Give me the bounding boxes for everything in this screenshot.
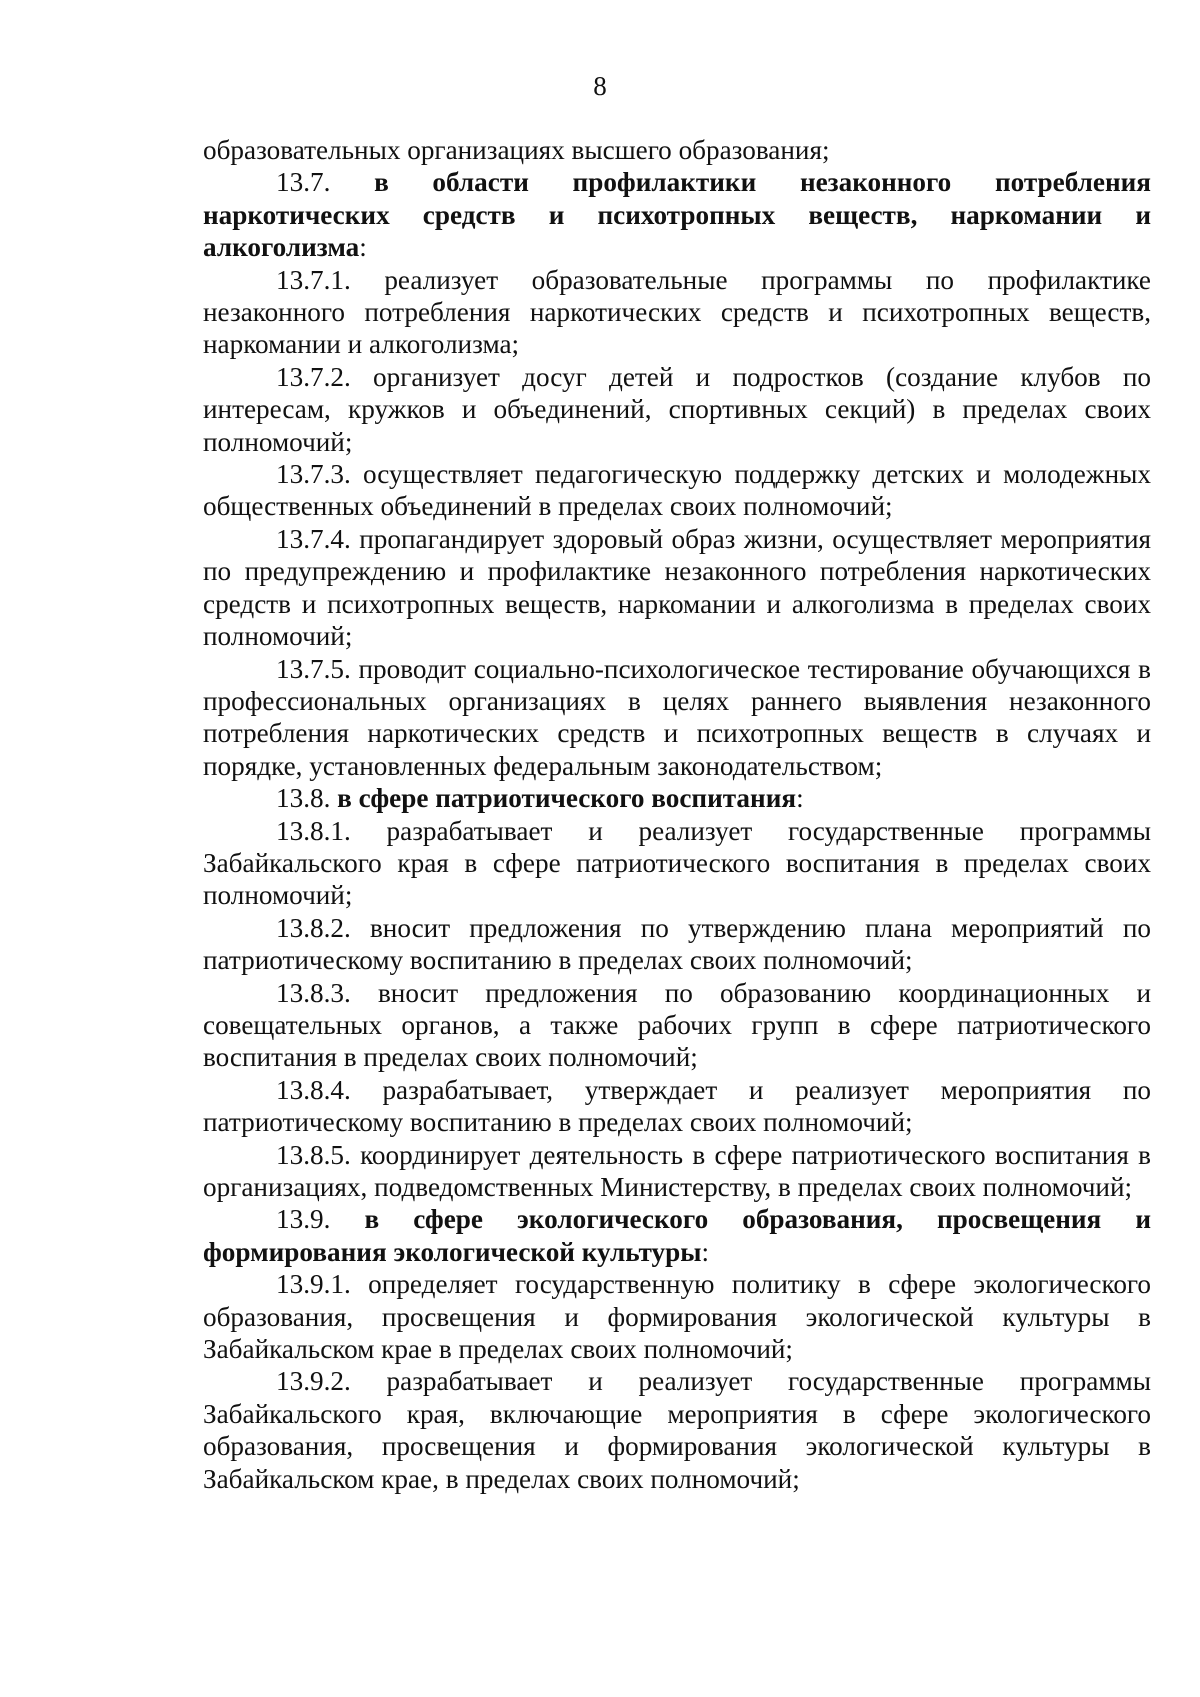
- clause-13-9-2: [203, 1365, 1151, 1495]
- paragraph-text: пропагандирует здоровый образ жизни, осуществляет мероприятия по предупреждению и профилактике незаконного потребления наркотических средств и психотропных веществ, наркомании и алкоголизма в пределах своих полномочий;: [203, 523, 1151, 652]
- section-heading-text: в области профилактики незаконного потребления наркотических средств и психотропных веществ, наркомании и алкоголизма: [203, 167, 1152, 263]
- clause-number: 13.9.2.: [276, 1366, 387, 1397]
- paragraph-text: вносит предложения по образованию координационных и совещательных органов, а также рабочих групп в сфере патриотического воспитания в пределах своих полномочий;: [203, 977, 1152, 1073]
- paragraph-text: разрабатывает и реализует государственные программы Забайкальского края в сфере патриотического воспитания в пределах своих полномочий;: [203, 815, 1151, 911]
- clause-number: 13.7.2.: [276, 361, 374, 392]
- clause-13-7-5: [203, 653, 1151, 783]
- clause-number: 13.8.1.: [276, 815, 387, 846]
- clause-number: 13.7.4.: [276, 523, 360, 554]
- clause-13-8-1: [203, 815, 1151, 912]
- paragraph-text: :: [796, 783, 804, 814]
- clause-13-8-5: [203, 1139, 1151, 1204]
- clause-number: 13.8.4.: [276, 1074, 383, 1105]
- clause-number: 13.8.2.: [276, 912, 370, 943]
- section-heading-text: в сфере экологического образования, просвещения и формирования экологической культуры: [203, 1204, 1151, 1267]
- paragraph-continuation: [203, 134, 1151, 166]
- paragraph-text: организует досуг детей и подростков (создание клубов по интересам, кружков и объединений, спортивных секций) в пределах своих полномочий;: [203, 361, 1152, 457]
- clause-number: 13.8.3.: [276, 977, 378, 1008]
- clause-13-9-1: [203, 1268, 1151, 1365]
- section-heading-13-7: [203, 166, 1151, 263]
- paragraph-text: образовательных организациях высшего образования;: [203, 135, 830, 165]
- clause-number: 13.7.: [276, 167, 375, 198]
- clause-13-8-4: [203, 1074, 1151, 1139]
- clause-number: 13.9.: [276, 1204, 365, 1235]
- paragraph-text: :: [701, 1236, 710, 1267]
- clause-number: 13.7.5.: [276, 653, 359, 684]
- paragraph-text: координирует деятельность в сфере патриотического воспитания в организациях, подведомственных Министерству, в пределах своих полномочий;: [203, 1139, 1151, 1202]
- paragraph-text: :: [359, 232, 367, 263]
- paragraph-text: разрабатывает и реализует государственные программы Забайкальского края, включающие мероприятия в сфере экологического образования, просвещения и формирования экологической культуры в Забайкальском крае, в пределах своих полномочий;: [203, 1366, 1151, 1494]
- section-heading-text: в сфере патриотического воспитания: [337, 783, 797, 814]
- section-heading-13-9: [203, 1203, 1151, 1268]
- clause-number: 13.7.1.: [276, 264, 385, 295]
- clause-13-8-3: [203, 977, 1151, 1074]
- paragraph-text: разрабатывает, утверждает и реализует мероприятия по патриотическому воспитанию в пределах своих полномочий;: [203, 1074, 1152, 1138]
- clause-number: 13.7.3.: [276, 459, 364, 490]
- clause-number: 13.8.: [276, 783, 338, 814]
- paragraph-text: проводит социально-психологическое тестирование обучающихся в профессиональных организациях в целях раннего выявления незаконного потребления наркотических средств и психотропных веществ в случаях и порядке, установленных федеральным законодательством;: [203, 653, 1151, 781]
- paragraph-text: реализует образовательные программы по профилактике незаконного потребления наркотических средств и психотропных веществ, наркомании и алкоголизма;: [203, 264, 1151, 360]
- clause-13-7-2: [203, 361, 1151, 458]
- paragraph-text: определяет государственную политику в сфере экологического образования, просвещения и формирования экологической культуры в Забайкальском крае в пределах своих полномочий;: [203, 1269, 1151, 1365]
- clause-13-8-2: [203, 912, 1151, 977]
- page-number: 8: [593, 71, 607, 101]
- clause-13-7-1: [203, 264, 1151, 361]
- clause-13-7-3: [203, 458, 1151, 523]
- paragraph-text: вносит предложения по утверждению плана мероприятий по патриотическому воспитанию в пределах своих полномочий;: [203, 912, 1151, 976]
- clause-number: 13.9.1.: [276, 1269, 369, 1300]
- paragraph-text: осуществляет педагогическую поддержку детских и молодежных общественных объединений в пределах своих полномочий;: [203, 459, 1151, 522]
- section-heading-13-8: [203, 782, 1151, 814]
- document-body: [203, 134, 1151, 1495]
- clause-13-7-4: [203, 523, 1151, 653]
- clause-number: 13.8.5.: [276, 1139, 361, 1170]
